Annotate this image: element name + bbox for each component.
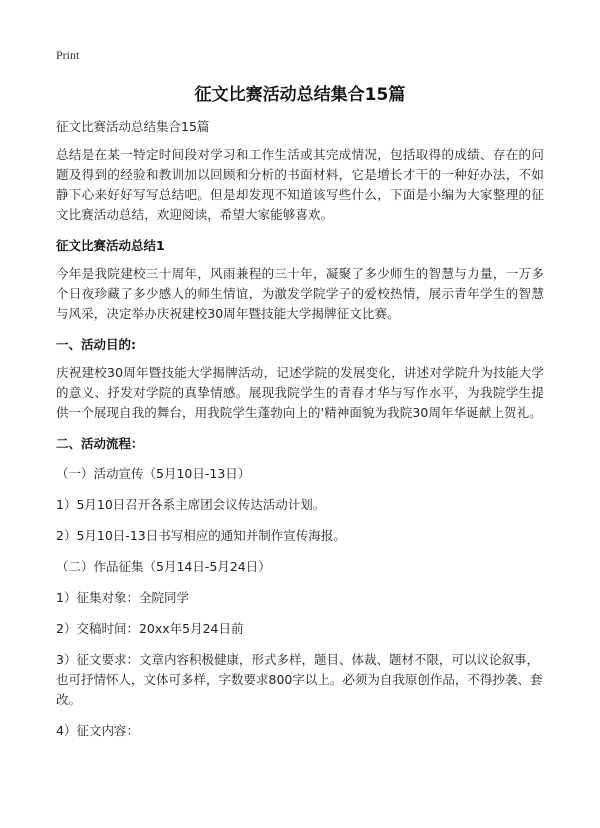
summary-heading-1: 征文比赛活动总结1 [56, 238, 165, 253]
stage-collection: （二）作品征集（5月14日-5月24日） [56, 559, 271, 574]
process-heading: 二、活动流程： [56, 436, 144, 451]
stage-promotion: （一）活动宣传（5月10日-13日） [56, 466, 251, 481]
list-item: 3）征文要求：文章内容积极健康，形式多样，题目、体裁、题材不限，可以议论叙事，也可抒情怀人，文体可多样，字数要求800字以上。必须为自我原创作品，不得抄袭、套改。 [56, 652, 543, 707]
list-item: 1）5月10日召开各系主席团会议传达活动计划。 [56, 497, 326, 512]
list-item: 2）5月10日-13日书写相应的通知并制作宣传海报。 [56, 528, 346, 543]
document-subtitle: 征文比赛活动总结集合15篇 [56, 119, 210, 134]
summary-paragraph-1: 今年是我院建校三十周年，风雨兼程的三十年，凝聚了多少师生的智慧与力量，一万多个日夜珍藏了多少感人的师生情谊，为激发学院学子的爱校热情，展示青年学生的智慧与风采，决定举办庆祝建校30周年暨技能大学揭牌征文比赛。 [56, 266, 544, 321]
purpose-heading: 一、活动目的: [56, 337, 136, 352]
document-title: 征文比赛活动总结集合15篇 [194, 85, 406, 105]
list-item: 2）交稿时间：20xx年5月24日前 [56, 621, 244, 636]
list-item: 1）征集对象：全院同学 [56, 590, 189, 605]
intro-paragraph: 总结是在某一特定时间段对学习和工作生活或其完成情况，包括取得的成绩、存在的问题及得到的经验和教训加以回顾和分析的书面材料，它是增长才干的一种好办法，不如静下心来好好写写总结吧。但是却发现不知道该写些什么，下面是小编为大家整理的征文比赛活动总结，欢迎阅读，希望大家能够喜欢。 [56, 147, 544, 222]
list-item: 4）征文内容： [56, 723, 139, 738]
purpose-paragraph: 庆祝建校30周年暨技能大学揭牌活动，记述学院的发展变化，讲述对学院升为技能大学的意义、抒发对学院的真挚情感。展现我院学生的青春才华与写作水平，为我院学生提供一个展现自我的舞台，用我院学生蓬勃向上的'精神面貌为我院30周年华诞献上贺礼。 [56, 365, 544, 420]
print-link[interactable]: Print [56, 48, 80, 62]
